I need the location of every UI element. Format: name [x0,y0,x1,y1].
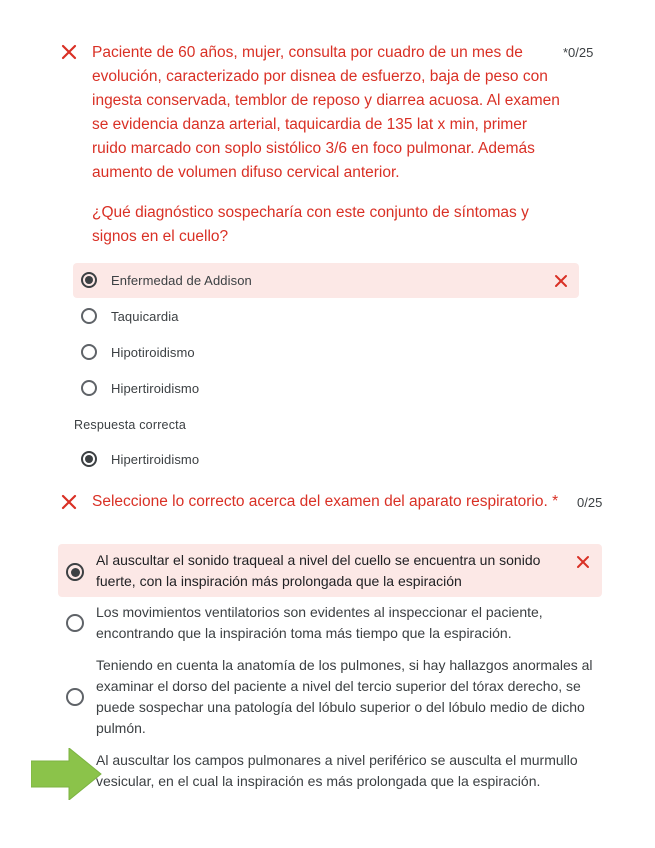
question-1-text: Paciente de 60 años, mujer, consulta por cuadro de un mes de evolución, caracterizado por disnea de esfuerzo, baja de peso con ingesta conservada, temblor de reposo y diarrea acuosa. Al examen se evidencia danza arterial, taquicardia de 135 lat x min, primer ruido marcado con soplo sistólico 3/6 en foco pulmonar. Además aumento de volumen difuso cervical anterior. [92,44,560,181]
radio-unchecked-icon[interactable] [81,380,97,396]
question-1-wrong-icon [61,44,79,62]
option-label: Enfermedad de Addison [111,272,252,288]
radio-unchecked-icon[interactable] [81,344,97,360]
option-label: Hipertiroidismo [111,380,200,396]
question-1-score: *0/25 [563,45,594,60]
radio-unchecked-icon[interactable] [81,308,97,324]
wrong-answer-x-icon [553,273,571,291]
question-2-option-4[interactable]: Al auscultar los campos pulmonares a nivel periférico se ausculta el murmullo vesicular, en el cual la inspiración es más prolongada que la espiración. [96,752,578,789]
question-2-option-1[interactable]: Al auscultar el sonido traqueal a nivel del cuello se encuentra un sonido fuerte, con la inspiración más prolongada que la espiración [96,552,541,589]
question-1-option-4[interactable] [81,380,199,396]
question-2-option-2[interactable]: Los movimientos ventilatorios son evidentes al inspeccionar el paciente, encontrando que la inspiración toma más tiempo que la espiración. [96,604,543,641]
question-1-subtext: ¿Qué diagnóstico sospecharía con este conjunto de síntomas y signos en el cuello? [92,204,529,245]
question-1-option-1[interactable] [81,272,252,288]
radio-unchecked-icon[interactable] [66,688,84,706]
question-1-option-2[interactable] [81,308,179,324]
question-2-text: Seleccione lo correcto acerca del examen del aparato respiratorio. * [92,493,559,510]
option-label: Taquicardia [111,308,179,324]
question-2-option-3[interactable]: Teniendo en cuenta la anatomía de los pulmones, si hay hallazgos anormales al examinar el dorso del paciente a nivel del tercio superior del tórax derecho, se puede sospechar una patología del lóbulo superior o del lóbulo medio de dicho pulmón. [96,657,593,736]
radio-checked-icon [81,451,97,467]
question-2-score: 0/25 [577,495,603,510]
correct-answer-label: Respuesta correcta [74,418,186,432]
correct-answer-option [81,451,199,467]
question-2-wrong-icon [61,494,79,512]
radio-unchecked-icon[interactable] [66,614,84,632]
radio-checked-icon[interactable] [81,272,97,288]
wrong-answer-x-icon [575,554,593,572]
question-1-option-3[interactable] [81,344,195,360]
radio-checked-icon[interactable] [66,563,84,581]
green-arrow-icon [31,748,103,805]
option-label: Hipotiroidismo [111,344,195,360]
option-label: Hipertiroidismo [111,451,200,467]
